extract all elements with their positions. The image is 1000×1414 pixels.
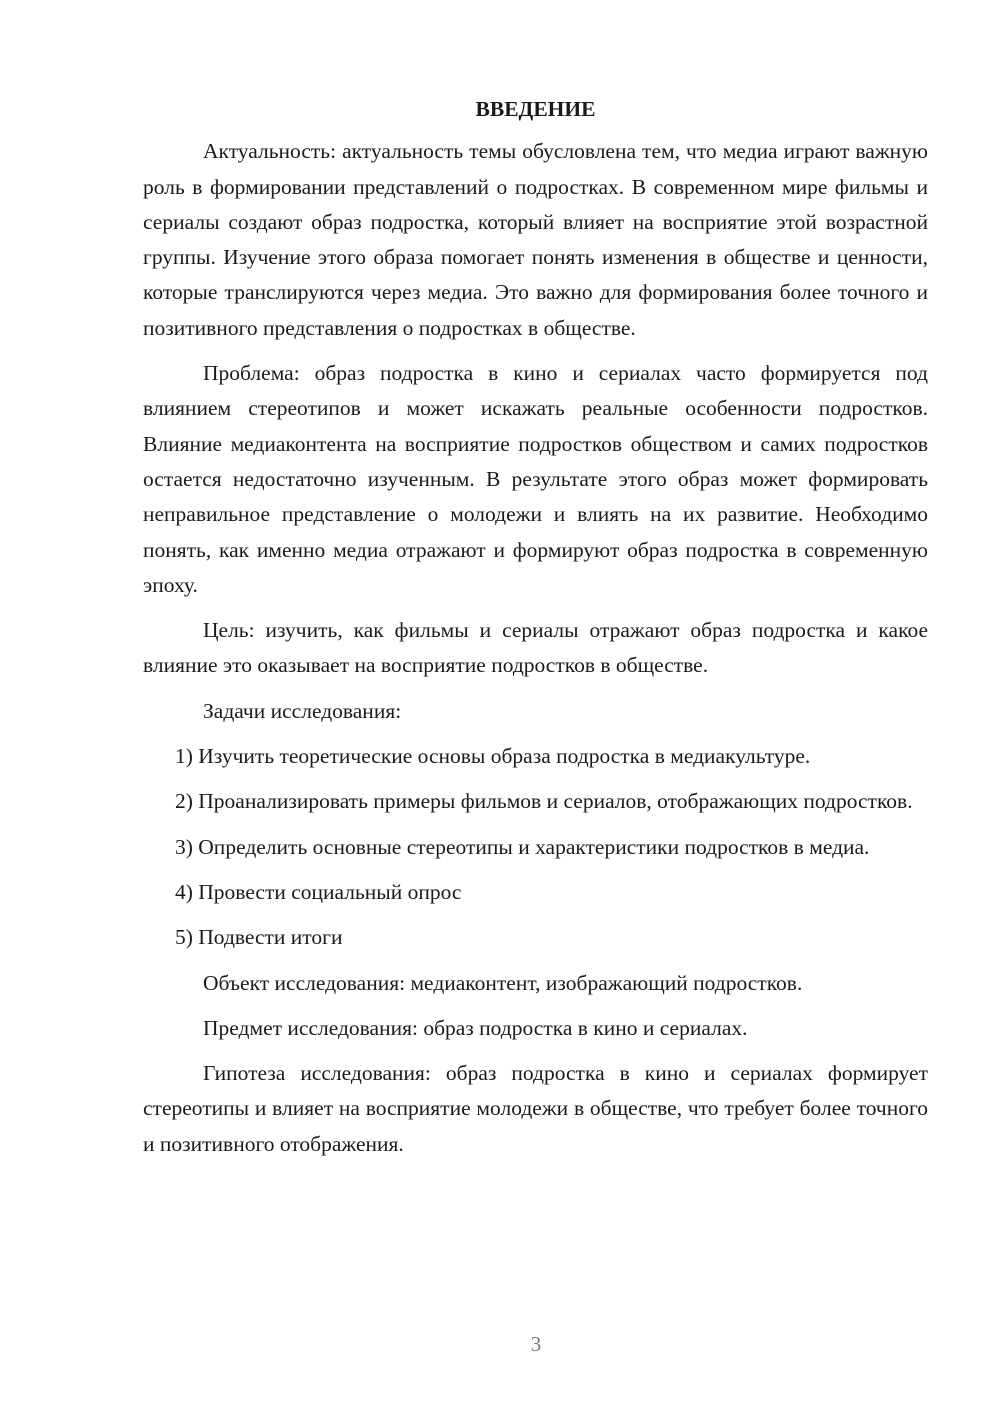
task-item-3: 3) Определить основные стереотипы и характеристики подростков в медиа. [175,834,870,859]
subject-paragraph: Предмет исследования: образ подростка в кино и сериалах. [203,1015,748,1040]
task-item-2: 2) Проанализировать примеры фильмов и сериалов, отображающих подростков. [175,789,913,814]
object-paragraph: Объект исследования: медиаконтент, изображающий подростков. [203,970,803,995]
relevance-paragraph: Актуальность: актуальность темы обусловлена тем, что медиа играют важную роль в формировании представлений о подростках. В современном мире фильмы и сериалы создают образ подростка, который влияет на восприятие этой возрастной группы. Изучение этого образа помогает понять изменения в обществе и ценности, которые транслируются через медиа. Это важно для формирования более точного и позитивного представления о подростках в обществе. [143,139,928,340]
problem-paragraph: Проблема: образ подростка в кино и сериалах часто формируется под влиянием стереотипов и может искажать реальные особенности подростков. Влияние медиаконтента на восприятие подростков обществом и самих подростков остается недостаточно изученным. В результате этого образ может формировать неправильное представление о молодежи и влиять на их развитие. Необходимо понять, как именно медиа отражают и формируют образ подростка в современную эпоху. [143,361,928,597]
hypothesis-paragraph: Гипотеза исследования: образ подростка в кино и сериалах формирует стереотипы и влияет на восприятие молодежи в обществе, что требует более точного и позитивного отображения. [143,1061,928,1156]
goal-paragraph: Цель: изучить, как фильмы и сериалы отражают образ подростка и какое влияние это оказывает на восприятие подростков в обществе. [143,618,928,678]
task-item-4: 4) Провести социальный опрос [175,879,462,904]
page-content [143,92,928,1172]
page-number: 3 [530,1332,542,1356]
page-title: ВВЕДЕНИЕ [475,97,596,121]
tasks-heading: Задачи исследования: [203,698,402,723]
task-item-5: 5) Подвести итоги [175,925,343,950]
task-item-1: 1) Изучить теоретические основы образа подростка в медиакультуре. [175,744,811,769]
